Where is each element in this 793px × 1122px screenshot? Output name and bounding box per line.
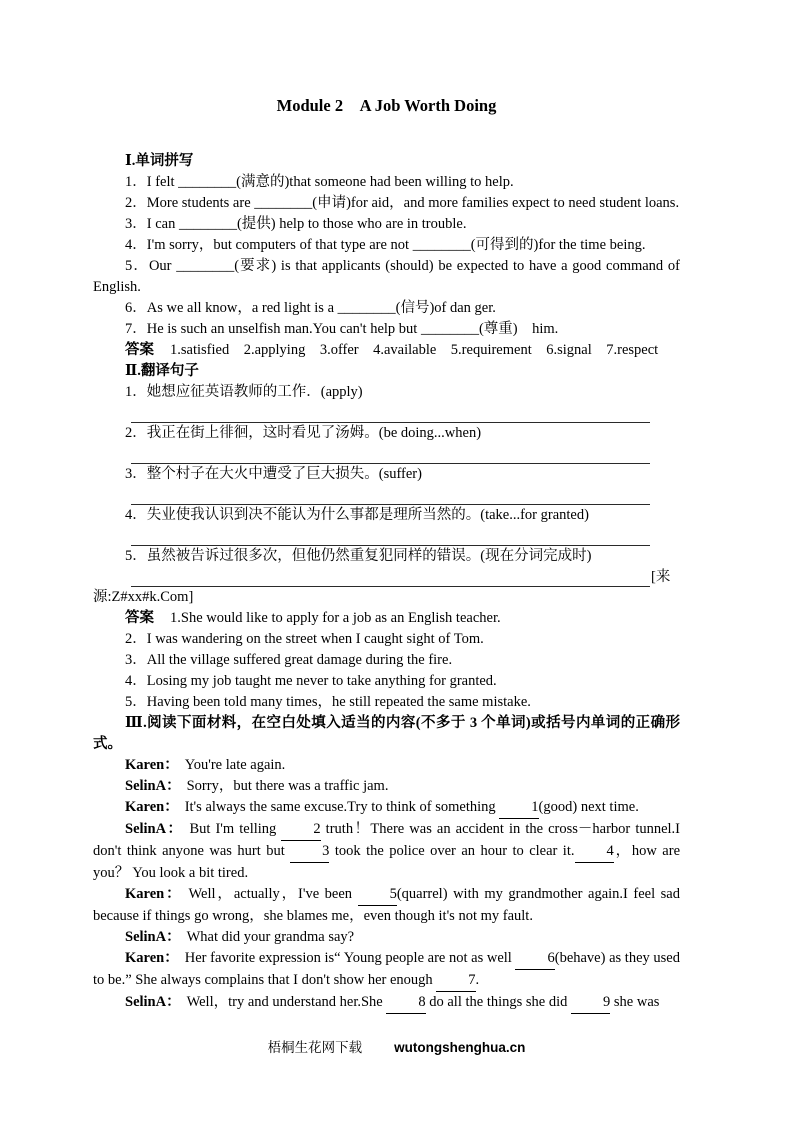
section1-answers-text: 1.satisfied 2.applying 3.offer 4.available 5.requirement 6.signal 7.respect [170, 342, 659, 358]
speaker-name: Karen： [125, 799, 179, 815]
dialogue-line-5 [93, 884, 680, 927]
section1-heading: Ⅰ.单词拼写 [125, 153, 194, 169]
dialogue-text: It's always the same excuse.Try to think of something 1(good) next time. [185, 799, 639, 815]
word-spelling-item-6: 6．As we all know，a red light is a ________(信号)of dan ger. [125, 300, 496, 316]
dialogue-line-4 [93, 819, 680, 884]
translation-item-2: 2．我正在街上徘徊，这时看见了汤姆。(be doing...when) [125, 425, 482, 441]
word-spelling-item-5: 5．Our ________(要求) is that applicants (should) be expected to have a good command of English. [93, 258, 680, 295]
word-spelling-item-2: 2．More students are ________(申请)for aid，and more families expect to need student loans. [125, 195, 680, 211]
dialogue-text: Sorry，but there was a traffic jam. [186, 778, 389, 794]
page-footer [0, 1038, 793, 1058]
translation-item-4: 4．失业使我认识到决不能认为什么事都是理所当然的。(take...for granted) [125, 507, 589, 523]
numbered-blank: 3 [290, 841, 329, 863]
speaker-name: SelinA： [125, 778, 181, 794]
answer-blank-row [131, 526, 680, 546]
answer-blank-line [131, 525, 650, 546]
speaker-name: SelinA： [125, 929, 181, 945]
dialogue-text: Well，try and understand her.She 8 do all the things she did 9 she was [187, 994, 660, 1010]
section2-answer-3: 3．All the village suffered great damage during the fire. [125, 652, 453, 668]
section1-answers-line [93, 340, 680, 361]
numbered-blank: 7 [436, 970, 475, 992]
dialogue-text: Well，actually，I've been 5(quarrel) with my grandmother again.I feel sad because if things go wrong，she blames me，even though it's not my fault. [93, 886, 680, 924]
section2-answer-5: 5．Having been told many times，he still repeated the same mistake. [125, 694, 531, 710]
dialogue-text: What did your grandma say? [186, 929, 355, 945]
numbered-blank: 9 [571, 992, 610, 1014]
dialogue-line-1 [93, 755, 680, 776]
answer-blank-line [131, 566, 650, 587]
numbered-blank: 6 [515, 948, 554, 970]
dialogue-text: But I'm telling 2 truth！There was an accident in the cross－harbor tunnel.I don't think anyone was hurt but 3 took the police over an hour to clear it. 4，how are you？ You look a bit tired. [93, 821, 681, 881]
dialogue-line-7 [93, 948, 680, 992]
speaker-name: Karen： [125, 886, 183, 902]
answer-blank-line [131, 402, 650, 423]
numbered-blank: 4 [575, 841, 614, 863]
translation-item-1: 1．她想应征英语教师的工作．(apply) [125, 384, 363, 400]
answers-label: 答案 [125, 342, 154, 358]
word-spelling-item-4: 4．I'm sorry，but computers of that type are not ________(可得到的)for the time being. [125, 237, 646, 253]
word-spelling-item-3: 3．I can ________(提供) help to those who are in trouble. [125, 216, 467, 232]
numbered-blank: 2 [281, 819, 320, 841]
dialogue-line-8 [93, 992, 680, 1014]
section2-answer-2: 2．I was wandering on the street when I caught sight of Tom. [125, 631, 484, 647]
numbered-blank: 1 [499, 797, 538, 819]
numbered-blank: 8 [386, 992, 425, 1014]
numbered-blank: 5 [358, 884, 397, 906]
speaker-name: SelinA： [125, 821, 184, 837]
site-url: wutongshenghua.cn [394, 1040, 526, 1055]
translation-item-5: 5．虽然被告诉过很多次，但他仍然重复犯同样的错误。(现在分词完成时) [125, 548, 592, 564]
answer-blank-row [131, 567, 680, 587]
dialogue-text: Her favorite expression is“ Young people are not as well 6(behave) as they used to be.” She always complains that I don't show her enough 7. [93, 950, 680, 988]
section2-answer-1: 1.She would like to apply for a job as an English teacher. [170, 610, 501, 626]
section3-heading: Ⅲ.阅读下面材料，在空白处填入适当的内容(不多于 3 个单词)或括号内单词的正确形式。 [93, 715, 680, 752]
section2-answers-line-1 [93, 608, 680, 629]
watermark-tail: [来 [651, 569, 671, 585]
answer-blank-line [131, 484, 650, 505]
dialogue-line-2 [93, 776, 680, 797]
answer-blank-line [131, 443, 650, 464]
answer-blank-row [131, 485, 680, 505]
watermark-source: 源:Z#xx#k.Com] [93, 589, 194, 605]
dialogue-line-6 [93, 927, 680, 948]
speaker-name: SelinA： [125, 994, 181, 1010]
page-title: Module 2 A Job Worth Doing [276, 96, 497, 115]
site-name: 梧桐生花网下载 [267, 1040, 363, 1055]
word-spelling-item-1: 1．I felt ________(满意的)that someone had been willing to help. [125, 174, 514, 190]
dialogue-line-3 [93, 797, 680, 819]
speaker-name: Karen： [125, 950, 179, 966]
speaker-name: Karen： [125, 757, 179, 773]
section2-heading: Ⅱ.翻译句子 [125, 363, 199, 379]
word-spelling-item-7: 7．He is such an unselfish man.You can't help but ________(尊重) him. [125, 321, 559, 337]
dialogue-text: You're late again. [184, 757, 286, 773]
answer-blank-row [131, 444, 680, 464]
translation-item-3: 3．整个村子在大火中遭受了巨大损失。(suffer) [125, 466, 422, 482]
answers-label: 答案 [125, 610, 154, 626]
section2-answer-4: 4．Losing my job taught me never to take anything for granted. [125, 673, 497, 689]
answer-blank-row [131, 403, 680, 423]
